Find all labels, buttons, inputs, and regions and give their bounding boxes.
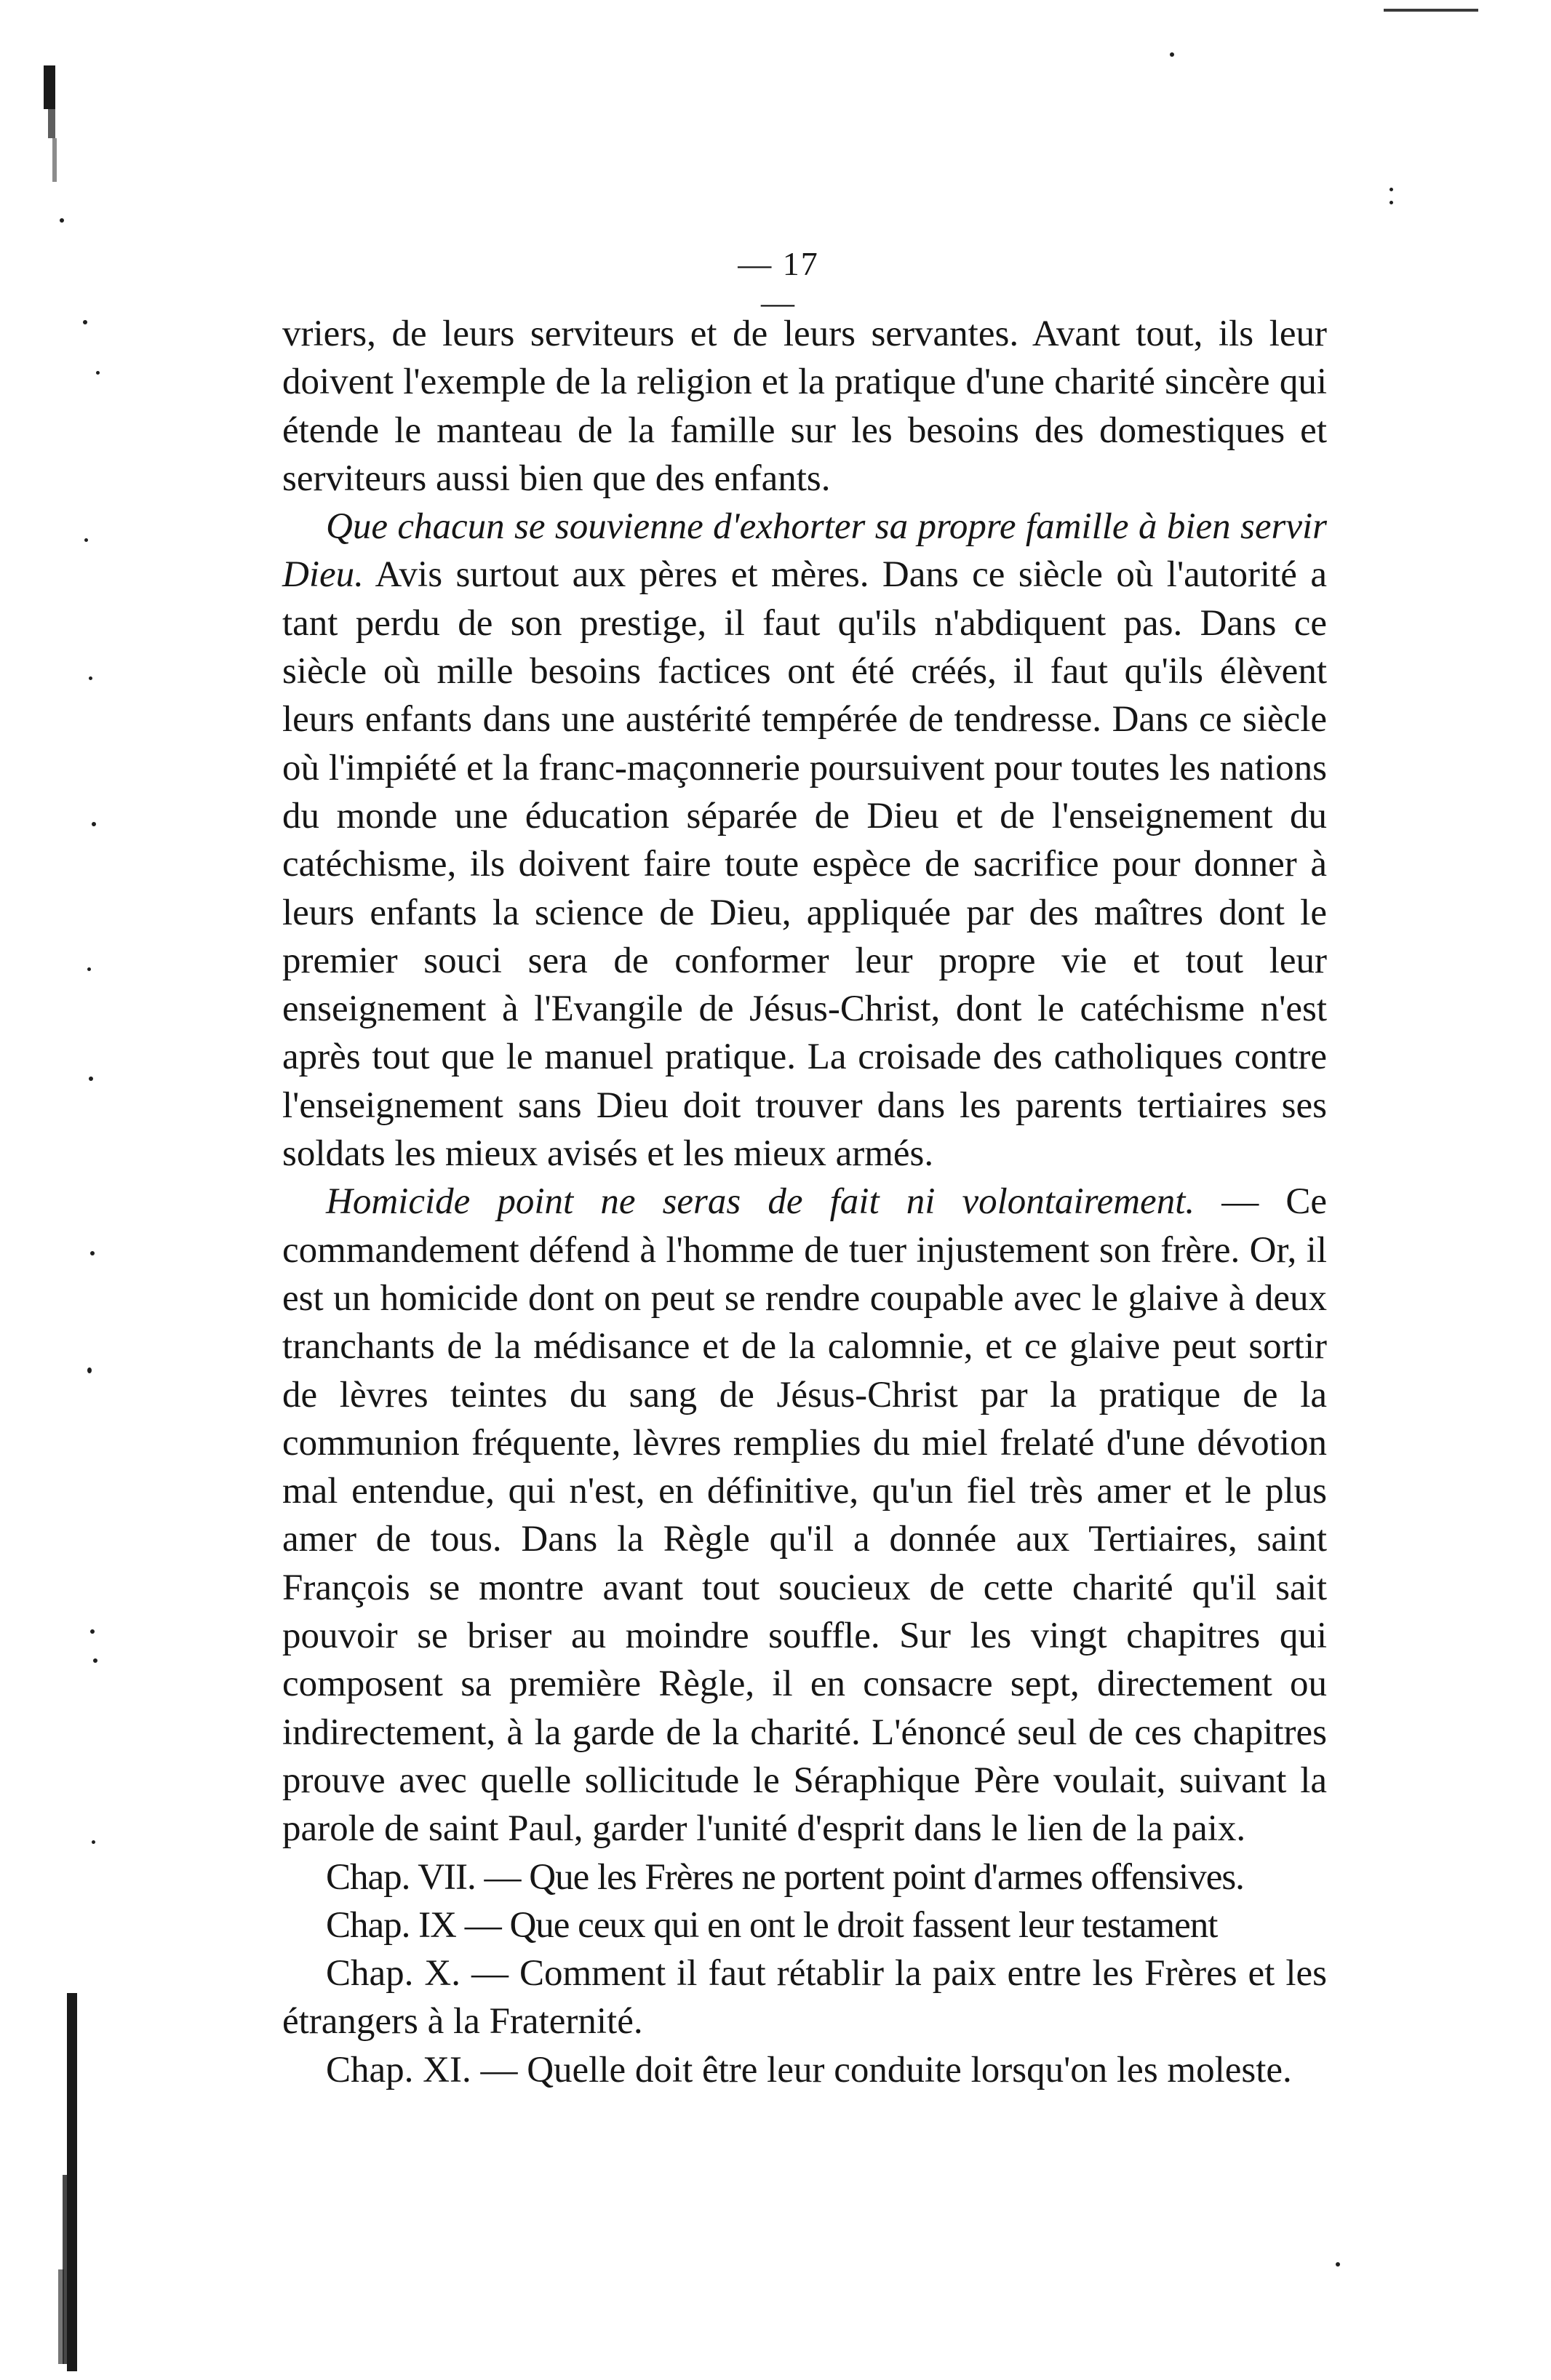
speck [96, 371, 100, 375]
top-rule [1384, 9, 1478, 12]
speck [1389, 188, 1393, 191]
paragraph-text: — Ce commandement défend à l'homme de tuer injustement son frère. Or, il est un homicide dont on peut se rendre coupable avec le glaive à deux tranchants de la médisance et de la calomnie, et ce glaive peut sortir de lèvres teintes du sang de Jésus-Christ par la pratique de la communion fréquente, lèvres remplies du miel frelaté d'une dévotion mal entendue, qui n'est, en définitive, qu'un fiel très amer et le plus amer de tous. Dans la Règle qu'il a donnée aux Tertiaires, saint François se montre avant tout soucieux de cette charité qu'il sait pouvoir se briser au moindre souffle. Sur les vingt chapitres qui composent sa première Règle, il en consacre sept, directement ou indirectement, à la garde de la charité. L'énoncé seul de ces chapitres prouve avec quelle sollicitude le Séraphique Père voulait, suivant la parole de saint Paul, garder l'unité d'esprit dans le lien de la paix. [282, 1181, 1327, 1850]
edge-mark [44, 65, 55, 109]
paragraph-text: vriers, de leurs serviteurs et de leurs servantes. Avant tout, ils leur doivent l'exemple de la religion et la pratique d'une charité sincère qui étende le manteau de la famille sur les besoins des domestiques et serviteurs aussi bien que des enfants. [282, 314, 1327, 499]
speck [87, 1367, 92, 1373]
text-body [282, 310, 1327, 2094]
speck [92, 822, 96, 826]
chapter-line: Chap. X. — Comment il faut rétablir la paix entre les Frères et les étrangers à la Fraternité. [282, 1953, 1327, 2042]
paragraph [282, 310, 1327, 503]
chapter-line: Chap. XI. — Quelle doit être leur conduite lorsqu'on les moleste. [326, 2049, 1292, 2091]
edge-mark [52, 138, 57, 182]
speck [1170, 52, 1174, 57]
paragraph [282, 503, 1327, 1178]
speck [90, 1251, 95, 1255]
paragraph-italic-lead: Homicide point ne seras de fait ni volontairement. [326, 1181, 1195, 1223]
speck [60, 218, 64, 223]
chapter-line: Chap. VII. — Que les Frères ne portent point d'armes offensives. [326, 1856, 1244, 1898]
speck [1336, 2262, 1340, 2267]
scan-edge-marks [38, 0, 140, 2380]
speck [89, 676, 92, 680]
speck [90, 1629, 95, 1634]
speck [84, 538, 88, 542]
paragraph-italic-lead: Que chacun se souvienne d'exhorter sa propre famille à bien servir Dieu. [282, 506, 1327, 596]
paragraph [282, 1178, 1327, 1853]
edge-mark [58, 2269, 64, 2364]
speck [87, 967, 91, 971]
speck [93, 1658, 97, 1663]
chapter-line: Chap. IX — Que ceux qui en ont le droit fassent leur testament [326, 1904, 1218, 1946]
speck [83, 320, 87, 324]
paragraph-text: Avis surtout aux pères et mères. Dans ce siècle où l'autorité a tant perdu de son prestige, il faut qu'ils n'abdiquent pas. Dans ce siècle où mille besoins factices ont été créés, il faut qu'ils élèvent leurs enfants dans une austérité tempérée de tendresse. Dans ce siècle où l'impiété et la franc-maçonnerie poursuivent pour toutes les nations du monde une éducation séparée de Dieu et de l'enseignement du catéchisme, ils doivent faire toute espèce de sacrifice pour donner à leurs enfants la science de Dieu, appliquée par des maîtres dont le premier souci sera de conformer leur propre vie et tout leur enseignement à l'Evangile de Jésus-Christ, dont le catéchisme n'est après tout que le manuel pratique. La croisade des catholiques contre l'enseignement sans Dieu doit trouver dans les parents tertiaires ses soldats les mieux avisés et les mieux armés. [282, 554, 1327, 1175]
edge-mark [48, 109, 55, 138]
speck [89, 1077, 93, 1081]
speck [1389, 201, 1393, 204]
speck [92, 1840, 95, 1844]
page-number: — 17 — [738, 245, 819, 321]
